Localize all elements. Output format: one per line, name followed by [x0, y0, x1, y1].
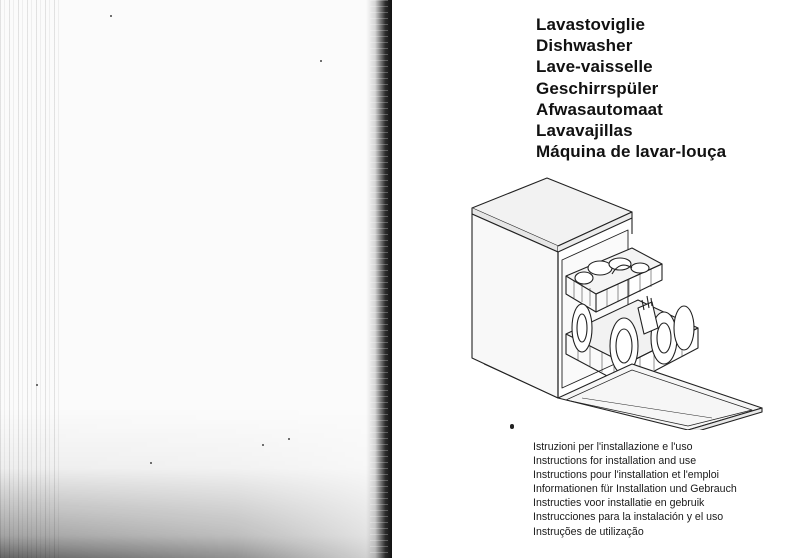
instruction-line: Instructies voor installatie en gebruik — [533, 497, 705, 510]
product-title: Dishwasher — [536, 36, 633, 56]
product-title: Lave-vaisselle — [536, 57, 653, 77]
cover-page — [392, 0, 802, 558]
scan-speck — [36, 384, 38, 386]
instructions-list — [533, 440, 737, 539]
scan-speck — [320, 60, 322, 62]
instruction-line: Instructions for installation and use — [533, 455, 697, 468]
product-title: Máquina de lavar-louça — [536, 142, 727, 162]
scan-speck — [110, 15, 112, 17]
instruction-line: Instrucciones para la instalación y el uso — [533, 511, 724, 524]
instruction-line: Instructions pour l'installation et l'emploi — [533, 469, 719, 482]
scan-speck — [262, 444, 264, 446]
product-title-list — [536, 14, 726, 162]
scan-shadow — [0, 408, 392, 558]
product-title: Geschirrspüler — [536, 78, 659, 98]
blank-left-page — [0, 0, 392, 558]
scan-speck — [150, 462, 152, 464]
product-title: Afwasautomaat — [536, 99, 663, 119]
scan-speck — [288, 438, 290, 440]
instruction-line: Instruções de utilização — [533, 525, 644, 538]
scan-mark — [510, 424, 514, 429]
spine-texture — [370, 0, 388, 558]
product-title: Lavavajillas — [536, 121, 633, 141]
instruction-line: Istruzioni per l'installazione e l'uso — [533, 441, 693, 453]
instruction-line: Informationen für Installation und Gebrauch — [533, 483, 737, 496]
product-title: Lavastoviglie — [536, 15, 646, 34]
dishwasher-illustration — [462, 168, 802, 430]
